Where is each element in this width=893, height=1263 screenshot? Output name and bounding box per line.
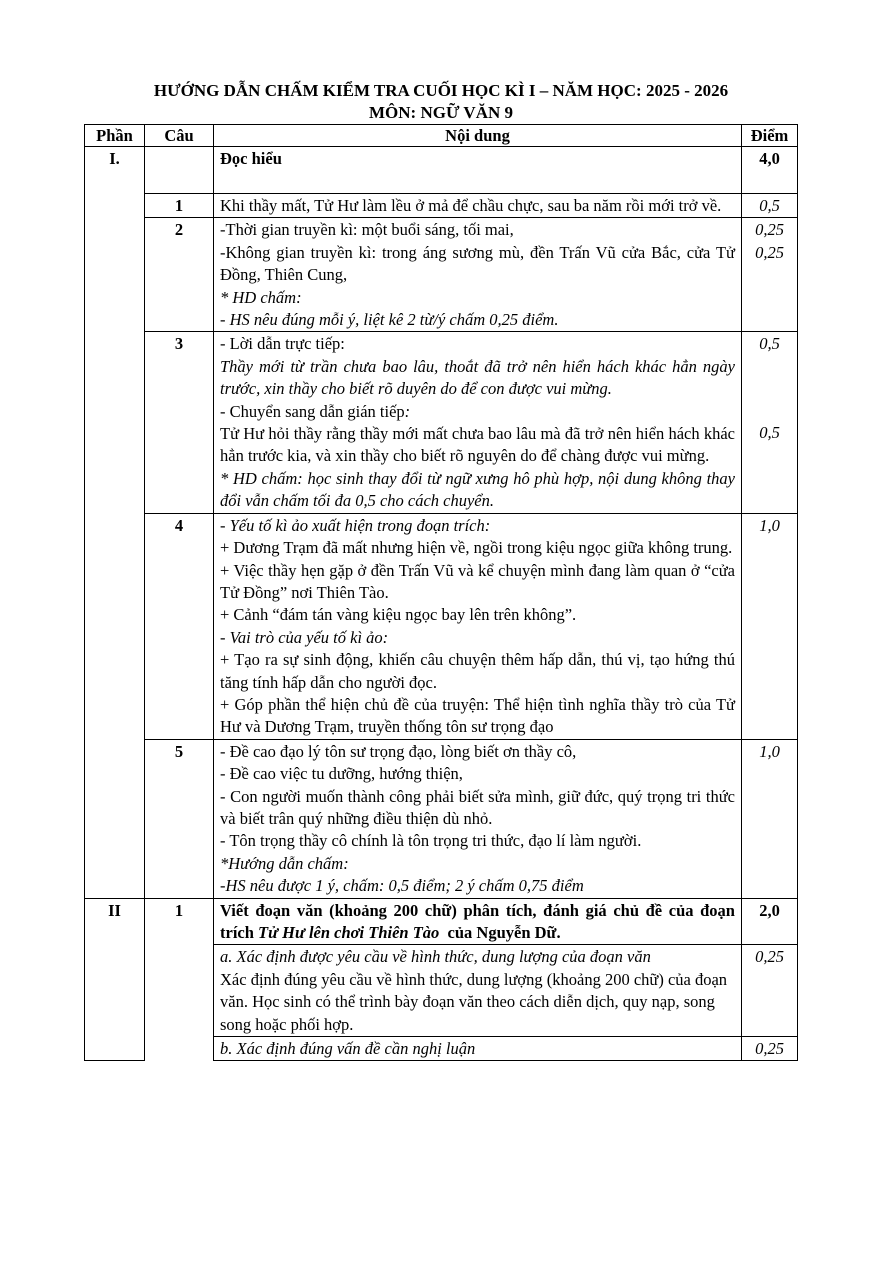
q2-guide-text: - HS nêu đúng mỗi ý, liệt kê 2 từ/ý chấm 0,25 điểm.	[220, 310, 559, 330]
header-phan: Phần	[85, 125, 145, 147]
q1-number: 1	[145, 194, 214, 218]
section2-points: 2,0	[742, 898, 798, 945]
q4-line: - Vai trò của yếu tố kì ảo:	[220, 627, 389, 647]
table-row	[85, 147, 798, 194]
criterion-a-text: Xác định đúng yêu cầu về hình thức, dung lượng (khoảng 200 chữ) của đoạn văn. Học sinh có thể trình bày đoạn văn theo cách diễn dịch, quy nạp, song song hoặc phối hợp.	[220, 969, 728, 1034]
q2-guide-title: * HD chấm:	[220, 287, 302, 307]
section1-phan: I.	[85, 147, 145, 899]
q3-line: - Lời dẫn trực tiếp:	[220, 334, 345, 354]
section2-heading: Viết đoạn văn (khoảng 200 chữ) phân tích, đánh giá chủ đề của đoạn trích Tử Hư lên chơi Thiên Tào của Nguyễn Dữ.	[214, 898, 742, 945]
criterion-a-score: 0,25	[742, 945, 798, 1037]
header-noidung: Nội dung	[214, 125, 742, 147]
q3-score: 0,5	[759, 422, 780, 442]
page-subtitle: MÔN: NGỮ VĂN 9	[368, 103, 513, 122]
q4-answer	[214, 513, 742, 739]
section1-points: 4,0	[742, 147, 798, 194]
q3-answer	[214, 332, 742, 513]
criterion-b-score: 0,25	[742, 1037, 798, 1061]
q5-line: - Tôn trọng thầy cô chính là tôn trọng tri thức, đạo lí làm người.	[220, 831, 642, 851]
q3-score: 0,5	[759, 334, 780, 354]
section2-number: 1	[145, 898, 214, 1061]
q3-guide: * HD chấm: học sinh thay đổi từ ngữ xưng hô phù hợp, nội dung không thay đổi vẫn chấm tối đa 0,5 cho cách chuyển.	[220, 468, 735, 511]
empty-cell	[145, 147, 214, 194]
q4-line: + Dương Trạm đã mất nhưng hiện về, ngồi trong kiệu ngọc giữa không trung.	[220, 538, 733, 558]
q5-answer	[214, 739, 742, 898]
table-row	[85, 513, 798, 739]
table-row	[85, 218, 798, 332]
q2-line: -Không gian truyền kì: trong áng sương mù, đền Trấn Vũ cửa Bắc, cửa Tử Đồng, Thiên Cung,	[220, 242, 735, 285]
q4-line: + Góp phần thể hiện chủ đề của truyện: Thể hiện tình nghĩa thầy trò của Tử Hư và Dương Trạm, truyền thống tôn sư trọng đạo	[220, 694, 735, 737]
q5-line: - Con người muốn thành công phải biết sửa mình, giữ đức, quý trọng tri thức và biết trân quý những điều thiện dù nhỏ.	[220, 786, 735, 828]
table-row	[85, 898, 798, 945]
table-row	[85, 739, 798, 898]
q2-answer	[214, 218, 742, 332]
criterion-a-title: a. Xác định được yêu cầu về hình thức, dung lượng của đoạn văn	[220, 947, 651, 967]
table-row	[85, 194, 798, 218]
q5-guide-text: -HS nêu được 1 ý, chấm: 0,5 điểm; 2 ý chấm 0,75 điểm	[220, 876, 584, 896]
q5-guide-title: *Hướng dẫn chấm:	[220, 853, 349, 873]
q3-number: 3	[145, 332, 214, 513]
q2-score: 0,25	[755, 242, 784, 262]
q3-indirect-quote: Tử Hư hỏi thầy rằng thầy mới mất chưa bao lâu mà đã trở nên hiển hách khác hẳn trước kia, và xin thầy cho biết rõ nguyên do để chàng được vui mừng.	[220, 424, 735, 466]
q2-scores	[742, 218, 798, 332]
q5-line: - Đề cao đạo lý tôn sư trọng đạo, lòng biết ơn thầy cô,	[220, 741, 577, 761]
q4-line: - Yếu tố kì ảo xuất hiện trong đoạn trích:	[220, 515, 491, 535]
criterion-a	[214, 945, 742, 1037]
q5-line: - Đề cao việc tu dưỡng, hướng thiện,	[220, 764, 463, 784]
q5-number: 5	[145, 739, 214, 898]
q1-answer: Khi thầy mất, Tử Hư làm lều ở mả để chầu chực, sau ba năm rồi mới trở về.	[214, 194, 742, 218]
table-row	[85, 332, 798, 513]
q3-line: - Chuyển sang dẫn gián tiếp:	[220, 401, 411, 421]
q4-line: + Cảnh “đám tán vàng kiệu ngọc bay lên trên không”.	[220, 605, 577, 625]
work-title: Tử Hư lên chơi Thiên Tào	[258, 923, 440, 942]
q2-score: 0,25	[755, 220, 784, 240]
q4-number: 4	[145, 513, 214, 739]
table-header-row	[85, 125, 798, 147]
header-diem: Điểm	[742, 125, 798, 147]
q4-line: + Tạo ra sự sinh động, khiến câu chuyện thêm hấp dẫn, thú vị, tạo hứng thú tăng tính hấp dẫn cho người đọc.	[220, 650, 735, 692]
q3-direct-quote: Thầy mới từ trần chưa bao lâu, thoắt đã trở nên hiển hách khác hẳn ngày trước, xin thầy cho biết rõ duyên do để con được vui mừng.	[220, 356, 735, 399]
page-title: HƯỚNG DẪN CHẤM KIỂM TRA CUỐI HỌC KÌ I – NĂM HỌC: 2025 - 2026	[153, 81, 729, 100]
q2-line: -Thời gian truyền kì: một buổi sáng, tối mai,	[220, 220, 514, 240]
q4-score: 1,0	[742, 513, 798, 739]
section2-phan: II	[85, 898, 145, 1061]
q3-scores	[742, 332, 798, 513]
q1-score: 0,5	[742, 194, 798, 218]
q4-line: + Việc thầy hẹn gặp ở đền Trấn Vũ và kể chuyện mình đang làm quan ở “cửa Tử Đồng” nơi Thiên Tào.	[220, 560, 735, 602]
q2-number: 2	[145, 218, 214, 332]
q5-score: 1,0	[742, 739, 798, 898]
header-cau: Câu	[145, 125, 214, 147]
section1-heading: Đọc hiểu	[214, 147, 742, 194]
grading-table	[84, 124, 798, 1061]
criterion-b: b. Xác định đúng vấn đề cần nghị luận	[214, 1037, 742, 1061]
